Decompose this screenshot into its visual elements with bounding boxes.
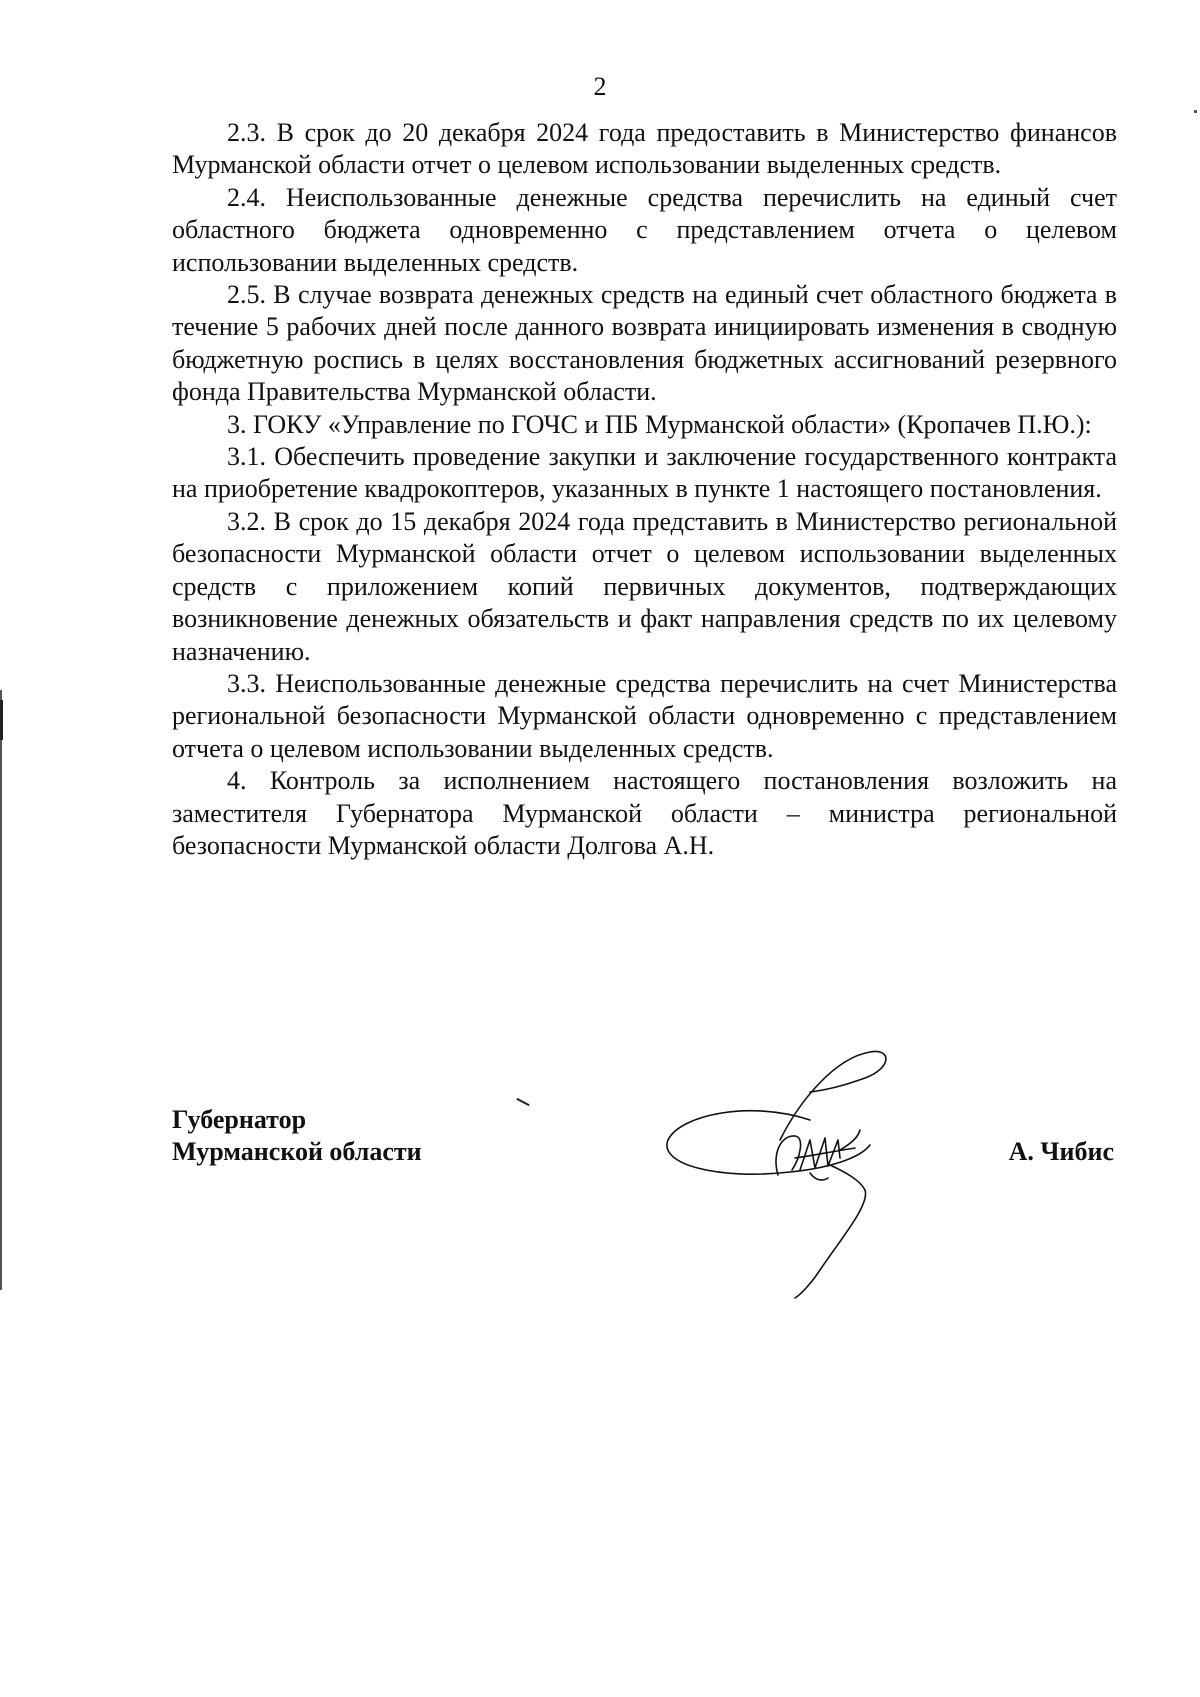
document-body [172, 117, 1117, 862]
signatory-title-line1: Губернатор [172, 1105, 307, 1134]
paragraph-2-4: 2.4. Неиспользованные денежные средства перечислить на единый счет областного бюджета одновременно с представлением отчета о целевом использовании выделенных средств. [172, 182, 1117, 277]
signatory-title [172, 1104, 422, 1168]
paragraph-3-1: 3.1. Обеспечить проведение закупки и заключение государственного контракта на приобретение квадрокоптеров, указанных в пункте 1 настоящего постановления. [172, 442, 1117, 504]
paragraph-3: 3. ГОКУ «Управление по ГОЧС и ПБ Мурманской области» (Кропачев П.Ю.): [227, 409, 1092, 439]
paragraph-2-3: 2.3. В срок до 20 декабря 2024 года предоставить в Министерство финансов Мурманской области отчет о целевом использовании выделенных средств. [172, 118, 1117, 180]
signatory-title-line2: Мурманской области [172, 1137, 422, 1166]
page-number: 2 [593, 72, 607, 101]
paragraph-3-2: 3.2. В срок до 15 декабря 2024 года представить в Министерство региональной безопасности Мурманской области отчет о целевом использовании выделенных средств с приложением копий первичных документов, подтверждающих возникновение денежных обязательств и факт направления средств по их целевому назначению. [172, 506, 1117, 666]
scan-edge-mark [0, 690, 2, 1290]
handwritten-signature [660, 1040, 930, 1300]
paragraph-3-3: 3.3. Неиспользованные денежные средства перечислить на счет Министерства региональной безопасности Мурманской области одновременно с представлением отчета о целевом использовании выделенных средств. [172, 668, 1117, 763]
stray-mark [516, 1098, 529, 1106]
scan-edge-mark [1194, 110, 1197, 113]
paragraph-2-5: 2.5. В случае возврата денежных средств на единый счет областного бюджета в течение 5 рабочих дней после данного возврата инициировать изменения в сводную бюджетную роспись в целях восстановления бюджетных ассигнований резервного фонда Правительства Мурманской области. [172, 280, 1117, 407]
paragraph-4: 4. Контроль за исполнением настоящего постановления возложить на заместителя Губернатора Мурманской области – министра региональной безопасности Мурманской области Долгова А.Н. [172, 766, 1117, 860]
scan-edge-mark [0, 700, 3, 740]
signatory-name: А. Чибис [1008, 1137, 1114, 1166]
